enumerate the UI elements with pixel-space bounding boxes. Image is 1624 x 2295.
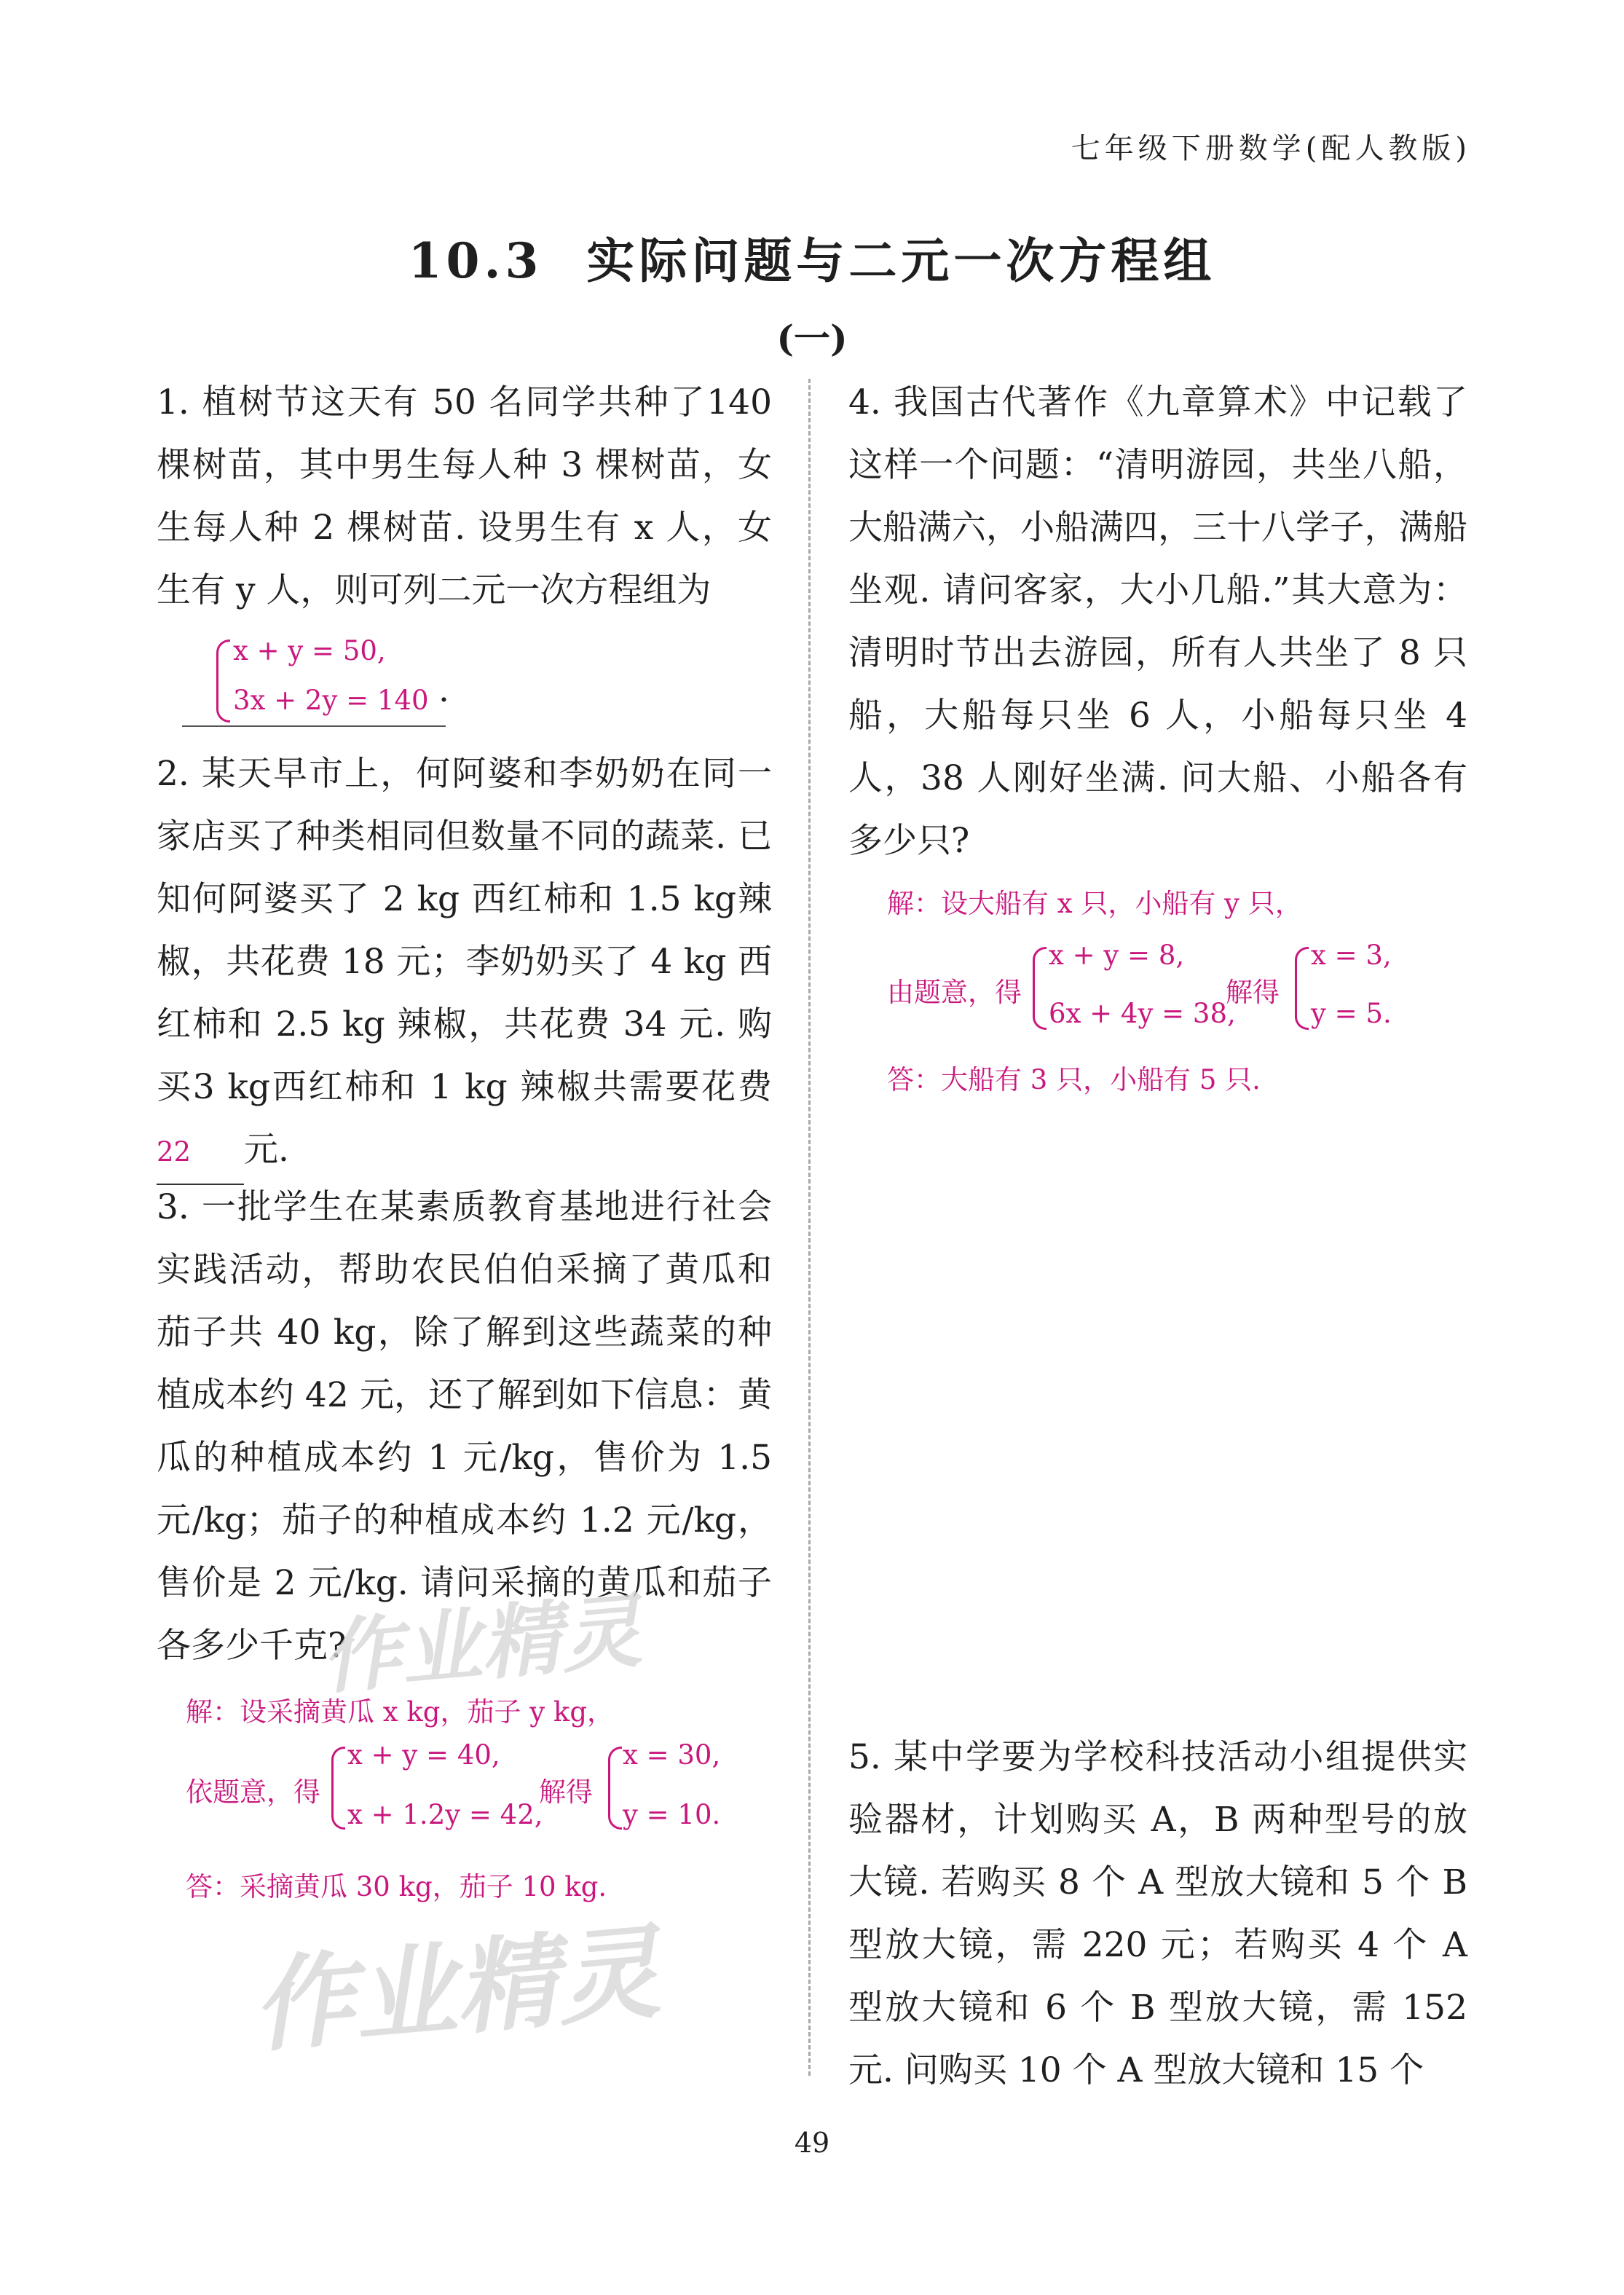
section-title-text: 实际问题与二元一次方程组 (586, 232, 1216, 289)
question-2 (157, 743, 772, 1185)
system-equation-1: x + y = 50, (233, 635, 386, 666)
solution-setup: 解：设采摘黄瓜 x kg，茄子 y kg， (186, 1696, 615, 1728)
system-equation-1: x + y = 40, (347, 1739, 500, 1771)
question-5-text: 5. 某中学要为学校科技活动小组提供实验器材，计划购买 A，B 两种型号的放大镜. 若购买 8 个 A 型放大镜和 5 个 B 型放大镜，需 220 元；若购买 4 个 A 型放大镜和 6 个 B 型放大镜，需 152 元. 问购买 10 个 A 型放大镜和 15 个 (848, 1737, 1467, 2090)
solution-conclusion: 答：大船有 3 只，小船有 5 只. (887, 1064, 1261, 1095)
answer-blank (157, 1119, 244, 1185)
watermark-text: 作业精灵 (318, 1584, 645, 1705)
question-3-solution (186, 1690, 768, 1908)
answer-underline (182, 725, 446, 727)
solution-y: y = 10. (623, 1799, 721, 1830)
watermark-text: 作业精灵 (248, 1913, 665, 2068)
question-1 (157, 371, 772, 622)
section-title (0, 222, 1624, 291)
solution-y: y = 5. (1311, 998, 1392, 1029)
solution-conclusion: 答：采摘黄瓜 30 kg，茄子 10 kg. (186, 1871, 607, 1902)
question-3-text: 3. 一批学生在某素质教育基地进行社会实践活动，帮助农民伯伯采摘了黄瓜和茄子共 40 kg，除了解到这些蔬菜的种植成本约 42 元，还了解到如下信息：黄瓜的种植成本约 1 元/kg，售价为 1.5 元/kg；茄子的种植成本约 1.2 元/kg，售价是 2 元/kg. 请问采摘的黄瓜和茄子各多少千克? (157, 1187, 772, 1666)
solve-label: 解得 (1226, 977, 1280, 1008)
question-4-solution (887, 881, 1470, 1100)
brace-icon (216, 639, 230, 723)
solution-prefix: 依题意，得 (186, 1776, 320, 1808)
brace-icon (1295, 947, 1309, 1030)
system-equation-1: x + y = 8, (1049, 940, 1185, 971)
brace-icon (608, 1747, 622, 1830)
solve-label: 解得 (539, 1776, 593, 1808)
brace-icon (331, 1747, 345, 1830)
question-4-text: 4. 我国古代著作《九章算术》中记载了这样一个问题：“清明游园，共坐八船，大船满六，小船满四，三十八学子，满船坐观. 请问客家，大小几船.”其大意为：清明时节出去游园，所有人共坐了 8 只船，大船每只坐 6 人，小船每只坐 4 人，38 人刚好坐满. 问大船、小船各有多少只? (848, 382, 1467, 861)
system-equation-2: x + 1.2y = 42, (347, 1799, 543, 1830)
question-2-end: 元. (244, 1130, 289, 1170)
brace-icon (1033, 947, 1046, 1030)
solution-setup: 解：设大船有 x 只，小船有 y 只， (887, 888, 1302, 919)
question-4 (848, 371, 1467, 873)
solution-prefix: 由题意，得 (887, 977, 1022, 1008)
page-number: 49 (794, 2127, 830, 2159)
section-subtitle: (一) (776, 317, 848, 360)
blank-answer: 22 (157, 1136, 192, 1168)
system-equation-2: 6x + 4y = 38, (1049, 998, 1236, 1029)
solution-x: x = 3, (1311, 940, 1392, 971)
question-2-text: 2. 某天早市上，何阿婆和李奶奶在同一家店买了种类相同但数量不同的蔬菜. 已知何阿婆买了 2 kg 西红柿和 1.5 kg辣椒，共花费 18 元；李奶奶买了 4 kg 西红柿和 2.5 kg 辣椒，共花费 34 元. 购买3 kg西红柿和 1 kg 辣椒共需要花费 (157, 754, 772, 1107)
question-1-text: 1. 植树节这天有 50 名同学共种了140 棵树苗，其中男生每人种 3 棵树苗，女生每人种 2 棵树苗. 设男生有 x 人，女生有 y 人，则可列二元一次方程组为 (157, 382, 772, 610)
question-5 (848, 1726, 1467, 2102)
running-header: 七年级下册数学(配人教版) (1071, 132, 1471, 165)
section-number: 10.3 (408, 232, 543, 289)
system-equation-2: 3x + 2y = 140 (233, 685, 429, 716)
question-1-answer-system (182, 626, 449, 728)
question-1-period: . (438, 670, 449, 710)
column-divider (808, 379, 811, 2076)
solution-x: x = 30, (623, 1739, 721, 1771)
